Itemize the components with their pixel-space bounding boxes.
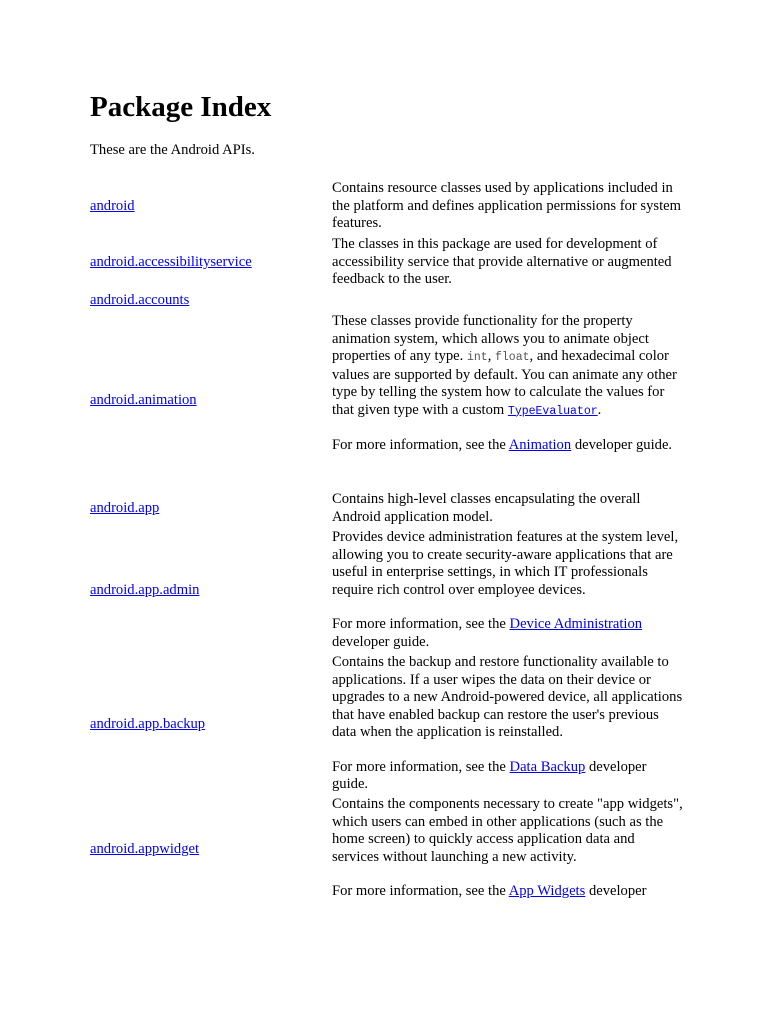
intro-text: These are the Android APIs. bbox=[90, 142, 255, 158]
package-link-android-animation[interactable]: android.animation bbox=[90, 392, 197, 408]
code-int: int bbox=[466, 351, 488, 364]
package-description-android: Contains resource classes used by applications included in the platform and defines application permissions for system features. bbox=[332, 180, 681, 231]
device-administration-guide-link[interactable]: Device Administration bbox=[509, 616, 643, 632]
package-description-android-appwidget: Contains the components necessary to create "app widgets", which users can embed in other applications (such as the home screen) to quickly access application data and services without launching a new activity. For more information, see the App Widgets developer bbox=[332, 796, 683, 899]
data-backup-guide-link[interactable]: Data Backup bbox=[509, 758, 586, 775]
animation-more-info: For more information, see the Animation developer guide. bbox=[332, 437, 673, 453]
package-link-android[interactable]: android bbox=[90, 198, 135, 214]
animation-guide-link[interactable]: Animation bbox=[508, 437, 572, 453]
package-description-android-animation bbox=[332, 313, 684, 455]
package-link-android-appwidget[interactable]: android.appwidget bbox=[90, 841, 200, 857]
package-link-android-app-admin[interactable]: android.app.admin bbox=[90, 582, 200, 598]
appwidget-more-info: For more information, see the App Widgets developer bbox=[332, 883, 647, 899]
package-link-android-accessibilityservice[interactable]: android.accessibilityservice bbox=[90, 254, 252, 270]
package-link-android-app[interactable]: android.app bbox=[90, 500, 160, 516]
package-link-android-app-backup[interactable]: android.app.backup bbox=[90, 716, 206, 732]
package-link-android-accounts[interactable]: android.accounts bbox=[90, 292, 190, 308]
app-widgets-guide-link[interactable]: App Widgets bbox=[508, 883, 586, 899]
code-float: float bbox=[495, 351, 530, 364]
page-title: Package Index bbox=[90, 91, 272, 123]
typeevaluator-link[interactable]: TypeEvaluator bbox=[507, 404, 598, 418]
app-backup-more-info: For more information, see the Data Backup developer guide. bbox=[332, 758, 647, 792]
app-admin-more-info: For more information, see the Device Administration developer guide. bbox=[332, 616, 643, 650]
package-description-android-app-backup: Contains the backup and restore functionality available to applications. If a user wipes the data on their device or upgrades to a new Android-powered device, all applications that have enabled backup can restore the user's previous data when the application is reinstalled. For more information, see the Data Backup developer guide. bbox=[332, 654, 683, 792]
package-description-android-app-admin: Provides device administration features at the system level, allowing you to create security-aware applications that are useful in enterprise settings, in which IT professionals require rich control over employee devices. For more information, see the Device Administration developer guide. bbox=[332, 529, 684, 651]
animation-description-paragraph: These classes provide functionality for the property animation system, which allows you to animate object properties of any type. int, float, and hexadecimal color values are supported by default. You can animate any other type by telling the system how to calculate the values for that given type with a custom TypeEvaluator. bbox=[332, 313, 677, 418]
package-description-android-app: Contains high-level classes encapsulating the overall Android application model. bbox=[332, 491, 641, 525]
package-description-android-accessibilityservice: The classes in this package are used for development of accessibility service that provide alternative or augmented feedback to the user. bbox=[332, 236, 672, 287]
